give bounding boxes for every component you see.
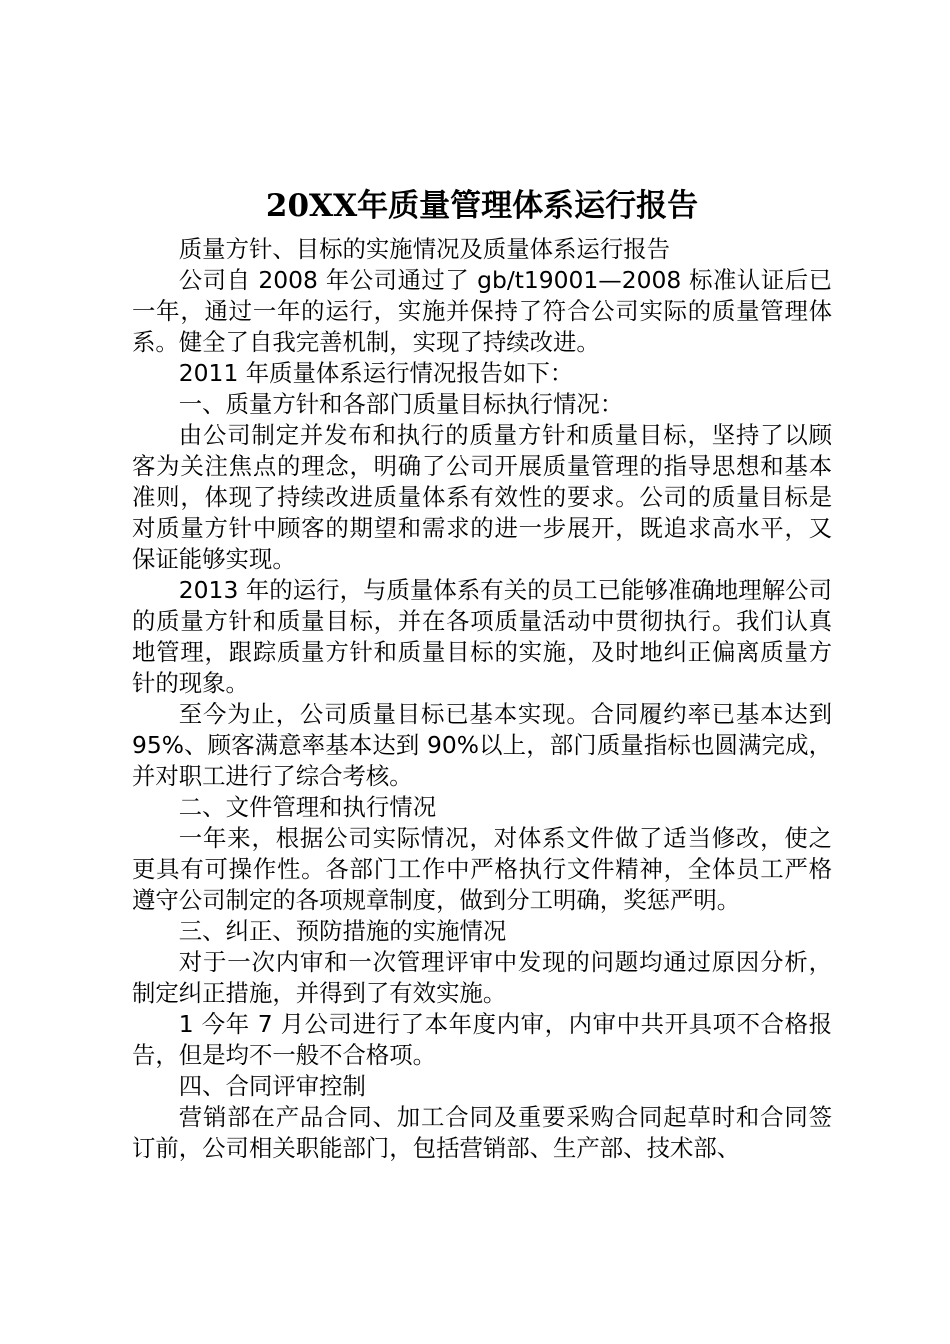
document-title	[132, 178, 832, 234]
document-body	[132, 234, 832, 1164]
paragraph-subtitle: 质量方针、目标的实施情况及质量体系运行报告	[178, 235, 670, 263]
paragraph-policy: 由公司制定并发布和执行的质量方针和质量目标，坚持了以顾客为关注焦点的理念，明确了公司开展质量管理的指导思想和基本准则，体现了持续改进质量体系有效性的要求。公司的质量目标是对质量方针中顾客的期望和需求的进一步展开，既追求高水平，又保证能够实现。	[132, 421, 832, 573]
paragraph-internal-audit: 1 今年 7 月公司进行了本年度内审，内审中共开具项不合格报告，但是均不一般不合格项。	[132, 1010, 832, 1069]
title-year: 20XX	[265, 188, 358, 224]
section-heading-4: 四、合同评审控制	[178, 1072, 366, 1100]
title-text: 年质量管理体系运行报告	[357, 188, 699, 224]
section-heading-1: 一、质量方针和各部门质量目标执行情况：	[178, 390, 624, 418]
paragraph-documents: 一年来，根据公司实际情况，对体系文件做了适当修改，使之更具有可操作性。各部门工作中严格执行文件精神，全体员工严格遵守公司制定的各项规章制度，做到分工明确，奖惩严明。	[132, 824, 832, 914]
paragraph-report-lead: 2011 年质量体系运行情况报告如下：	[178, 359, 574, 387]
paragraph-achievement: 至今为止，公司质量目标已基本实现。合同履约率已基本达到 95%、顾客满意率基本达到 90%以上，部门质量指标也圆满完成，并对职工进行了综合考核。	[132, 700, 832, 790]
paragraph-operation: 2013 年的运行，与质量体系有关的员工已能够准确地理解公司的质量方针和质量目标，并在各项质量活动中贯彻执行。我们认真地管理，跟踪质量方针和质量目标的实施，及时地纠正偏离质量方针的现象。	[132, 576, 832, 697]
paragraph-contract-review: 营销部在产品合同、加工合同及重要采购合同起草时和合同签订前，公司相关职能部门，包括营销部、生产部、技术部、	[132, 1103, 832, 1162]
section-heading-2: 二、文件管理和执行情况	[178, 793, 437, 821]
paragraph-corrective: 对于一次内审和一次管理评审中发现的问题均通过原因分析，制定纠正措施，并得到了有效实施。	[132, 948, 832, 1007]
paragraph-intro: 公司自 2008 年公司通过了 gb/t19001—2008 标准认证后已一年，通过一年的运行，实施并保持了符合公司实际的质量管理体系。健全了自我完善机制，实现了持续改进。	[132, 266, 832, 356]
section-heading-3: 三、纠正、预防措施的实施情况	[178, 917, 507, 945]
document-page	[132, 178, 832, 1164]
